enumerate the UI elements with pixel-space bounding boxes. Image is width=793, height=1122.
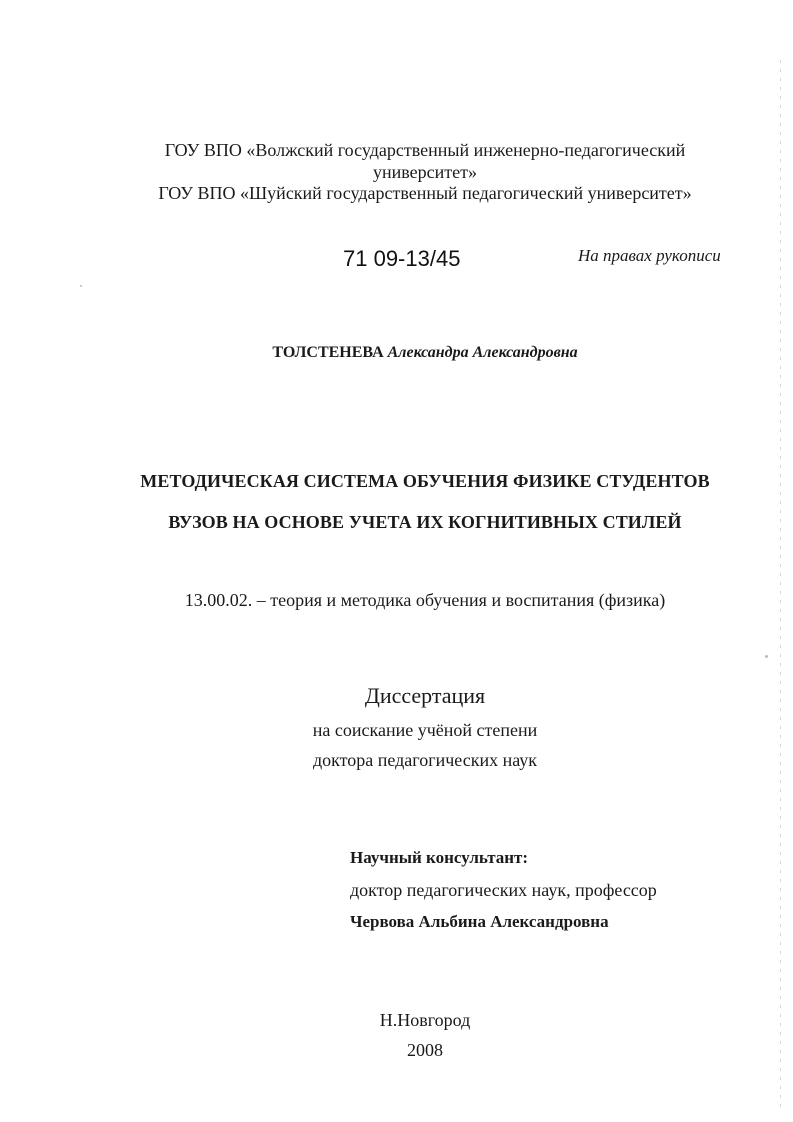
organization-line-2: ГОУ ВПО «Шуйский государственный педагогический университет» [158, 183, 692, 203]
scan-speck [765, 655, 768, 658]
document-type: Диссертация [364, 683, 486, 708]
author-given-names: Александра Александровна [387, 344, 578, 361]
city: Н.Новгород [379, 1010, 471, 1030]
consultant-name: Червова Альбина Александровна [350, 912, 609, 931]
consultant-label: Научный консультант: [350, 848, 529, 867]
organization-line-1-continued: университет» [373, 162, 477, 182]
library-stamp-code: 71 09-13/45 [343, 246, 461, 271]
scan-speck [80, 285, 82, 287]
degree-line-2: доктора педагогических наук [312, 750, 538, 770]
author-surname: ТОЛСТЕНЕВА [272, 344, 384, 361]
year: 2008 [407, 1040, 443, 1060]
organization-line-1: ГОУ ВПО «Волжский государственный инженерно-педагогический [164, 140, 686, 160]
consultant-title: доктор педагогических наук, профессор [350, 880, 657, 900]
dissertation-title-line-2: ВУЗОВ НА ОСНОВЕ УЧЕТА ИХ КОГНИТИВНЫХ СТИЛЕЙ [168, 512, 682, 532]
specialty-code: 13.00.02. – теория и методика обучения и воспитания (физика) [184, 590, 666, 610]
scan-edge-artifact [780, 60, 781, 1110]
author-name [0, 344, 793, 362]
manuscript-rights-note: На правах рукописи [578, 246, 721, 265]
dissertation-title-line-1: МЕТОДИЧЕСКАЯ СИСТЕМА ОБУЧЕНИЯ ФИЗИКЕ СТУДЕНТОВ [140, 471, 710, 491]
degree-line-1: на соискание учёной степени [312, 720, 538, 740]
